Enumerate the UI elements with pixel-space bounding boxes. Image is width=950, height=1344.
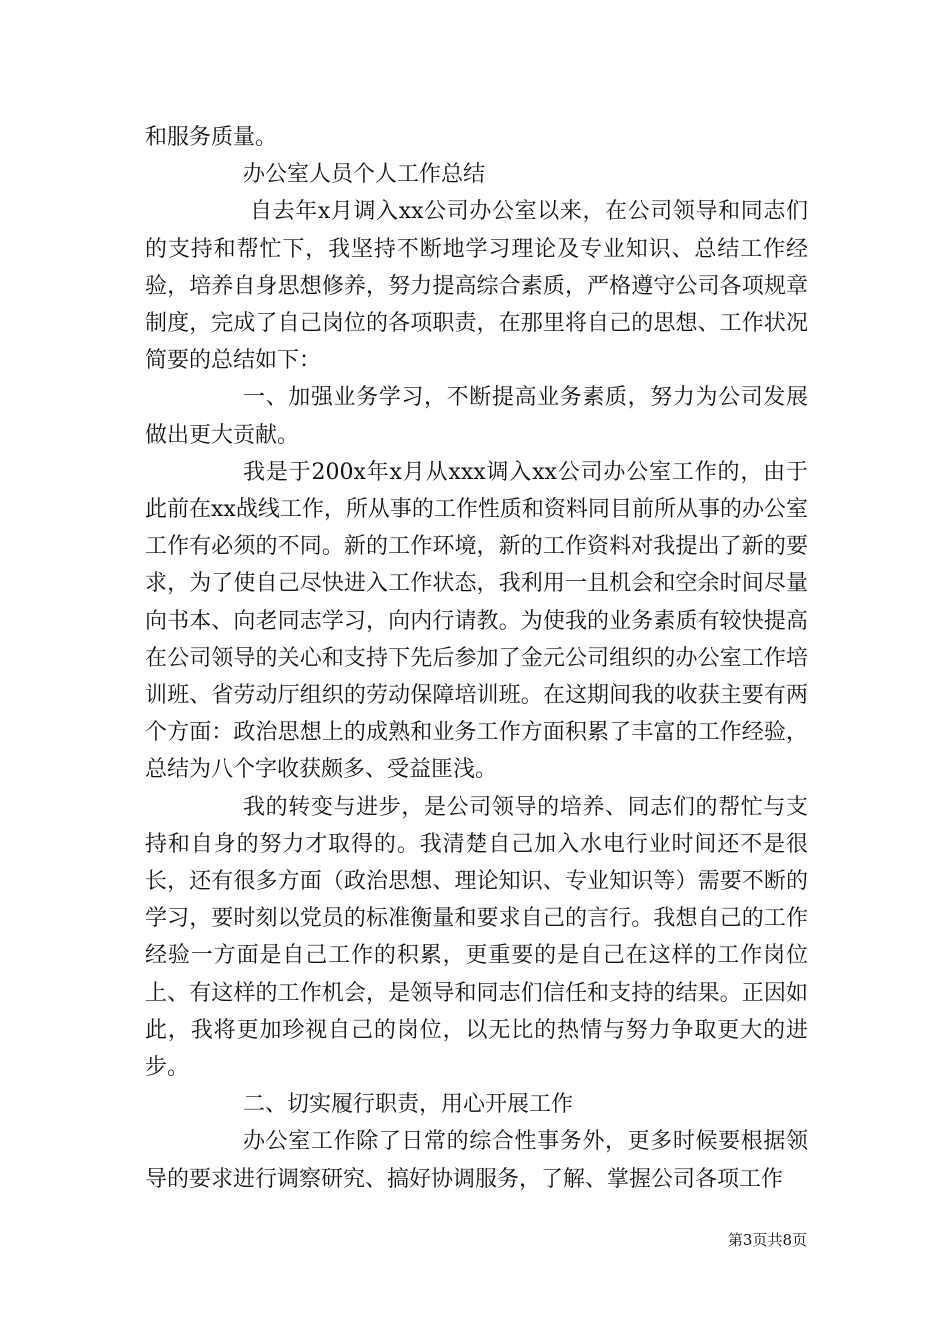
paragraph-study: 我是于200x年x月从xxx调入xx公司办公室工作的，由于此前在xx战线工作，所从事的工作性质和资料同目前所从事的办公室工作有必须的不同。新的工作环境，新的工作资料对我提出了新的要求，为了使自己尽快进入工作状态，我利用一且机会和空余时间尽量向书本、向老同志学习，向内行请教。为使我的业务素质有较快提高在公司领导的关心和支持下先后参加了金元公司组织的办公室工作培训班、省劳动厅组织的劳动保障培训班。在这期间我的收获主要有两个方面：政治思想上的成熟和业务工作方面积累了丰富的工作经验，总结为八个字收获颇多、受益匪浅。 — [145, 459, 808, 783]
section-heading-2: 二、切实履行职责，用心开展工作 — [243, 1092, 574, 1118]
document-body — [145, 119, 808, 1198]
page-number: 第3页共8页 — [727, 1231, 807, 1249]
document-title: 办公室人员个人工作总结 — [243, 162, 486, 188]
paragraph-intro: 自去年x月调入xx公司办公室以来，在公司领导和同志们的支持和帮忙下，我坚持不断地学习理论及专业知识、总结工作经验，培养自身思想修养，努力提高综合素质，严格遵守公司各项规章制度，完成了自己岗位的各项职责，在那里将自己的思想、工作状况简要的总结如下： — [145, 199, 808, 374]
section-heading-1: 一、加强业务学习，不断提高业务素质，努力为公司发展做出更大贡献。 — [145, 385, 808, 448]
paragraph-progress: 我的转变与进步，是公司领导的培养、同志们的帮忙与支持和自身的努力才取得的。我清楚自己加入水电行业时间还不是很长，还有很多方面（政治思想、理论知识、专业知识等）需要不断的学习，要时刻以党员的标准衡量和要求自己的言行。我想自己的工作经验一方面是自己工作的积累，更重要的是自己在这样的工作岗位上、有这样的工作机会，是领导和同志们信任和支持的结果。正因如此，我将更加珍视自己的岗位，以无比的热情与努力争取更大的进步。 — [145, 794, 808, 1081]
paragraph-office-work: 办公室工作除了日常的综合性事务外，更多时候要根据领导的要求进行调察研究、搞好协调服务，了解、掌握公司各项工作 — [145, 1129, 808, 1192]
paragraph-continuation: 和服务质量。 — [145, 125, 278, 150]
